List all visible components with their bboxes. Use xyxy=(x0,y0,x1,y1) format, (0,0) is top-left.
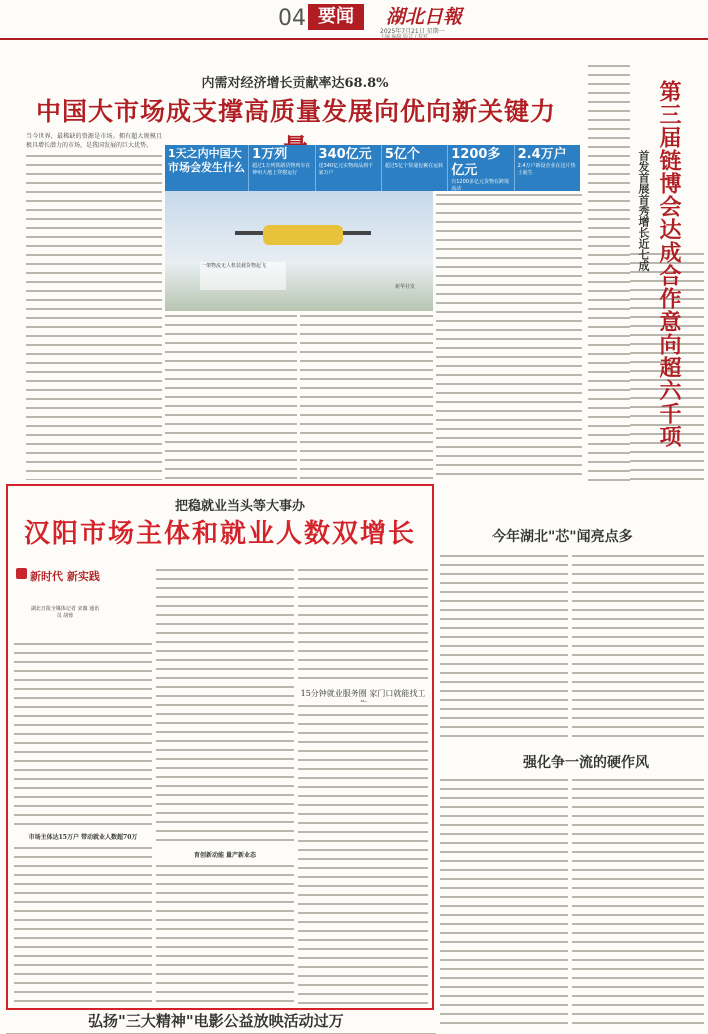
drone-photo xyxy=(165,191,433,311)
stats-banner xyxy=(165,145,580,191)
stat-parcels xyxy=(381,145,447,191)
stat-crossborder xyxy=(447,145,513,191)
stat-value: 340亿元 xyxy=(318,147,372,162)
feature-inner-heading: 15分钟就业服务圈 家门口就能找工 xyxy=(300,689,426,698)
main-story-body-col4 xyxy=(436,191,582,480)
section-label: 要闻 xyxy=(308,4,364,30)
feature-subheading-2: 育创新动能 量产新业态 xyxy=(193,852,257,859)
main-story-body-col2 xyxy=(165,312,297,480)
photo-caption: 一架物流无人机装载货物起飞 xyxy=(200,262,286,290)
style-article-col2 xyxy=(572,776,704,1026)
main-story-body-col1 xyxy=(26,152,162,480)
stat-value: 5亿个 xyxy=(384,147,420,162)
chip-news-title: 今年湖北"芯"闻亮点多 xyxy=(492,529,633,545)
stat-desc: 送340亿元实物商品到千家万户 xyxy=(318,163,374,176)
stat-value: 1万列 xyxy=(252,147,288,162)
issue-date: 2025年7月21日 星期一 xyxy=(380,28,445,35)
bottom-story-body xyxy=(6,1030,436,1034)
feature-body-col1b xyxy=(14,844,152,1004)
feature-body-col2 xyxy=(156,566,294,846)
right-column-title: 第三届链博会达成合作意向超六千项 xyxy=(656,80,681,448)
stat-trains xyxy=(248,145,314,191)
drone-body xyxy=(263,225,343,245)
style-article-title: 强化争一流的硬作风 xyxy=(523,755,649,771)
stat-value: 2.4万户 xyxy=(517,147,567,162)
editor-line: 主编 编辑 版式 / 校对 xyxy=(380,34,429,40)
main-story-body-col3 xyxy=(300,312,433,480)
byline: 湖北日报全媒体记者 宋薇 通讯员 胡蓉 xyxy=(30,606,100,619)
column-label: 新时代 新实践 xyxy=(30,570,100,583)
page-number: 04 xyxy=(278,6,306,31)
newspaper-logo: 湖北日報 xyxy=(386,6,463,28)
feature-subtitle: 把稳就业当头等大事办 xyxy=(174,499,305,514)
stat-goods xyxy=(315,145,381,191)
feature-body-col3 xyxy=(298,566,428,684)
main-story-lead: 当今世界，最稀缺的资源是市场。拥有超大规模且极具增长潜力的市场，是我国发展的巨大优势。 xyxy=(26,133,162,149)
main-story-title: 中国大市场成支撑高质量发展向优向新关键力 xyxy=(35,97,556,126)
feature-subheading-1: 市场主体达15万户 带动就业人数超70万 xyxy=(28,834,138,841)
chip-news-col1 xyxy=(440,552,568,742)
feature-body-col3b xyxy=(298,702,428,1004)
feature-body-col1 xyxy=(14,640,152,830)
chip-news-col2 xyxy=(572,552,704,742)
right-column-text xyxy=(588,62,630,482)
stat-desc: 超过5亿个快递包裹在运转 xyxy=(384,163,444,169)
stat-desc: 2.4万户新设企业在这片热土诞生 xyxy=(517,163,576,176)
stat-enterprises xyxy=(514,145,580,191)
photo-credit: 新华社发 xyxy=(395,284,416,290)
feature-title: 汉阳市场主体和就业人数双增长 xyxy=(23,519,416,549)
stat-value: 1200多亿元 xyxy=(451,147,501,178)
banner-intro xyxy=(165,145,248,191)
masthead xyxy=(0,0,708,40)
stat-desc: 超过1万列铁路货物列车在神州大地上穿梭运行 xyxy=(252,163,311,176)
banner-intro-text: 1天之内中国大市场会发生什么 xyxy=(168,147,245,174)
main-story-subtitle: 内需对经济增长贡献率达68.8% xyxy=(201,76,389,91)
right-column-subtitle: 首发首展首秀增长近七成 xyxy=(637,150,650,271)
style-article-col1 xyxy=(440,776,568,1026)
stat-desc: 有1200多亿元货物在跨境流动 xyxy=(451,179,509,191)
feature-body-col2b xyxy=(156,862,294,1004)
column-logo-icon xyxy=(16,568,27,579)
bottom-story-title: 弘扬"三大精神"电影公益放映活动过万 xyxy=(88,1012,344,1030)
